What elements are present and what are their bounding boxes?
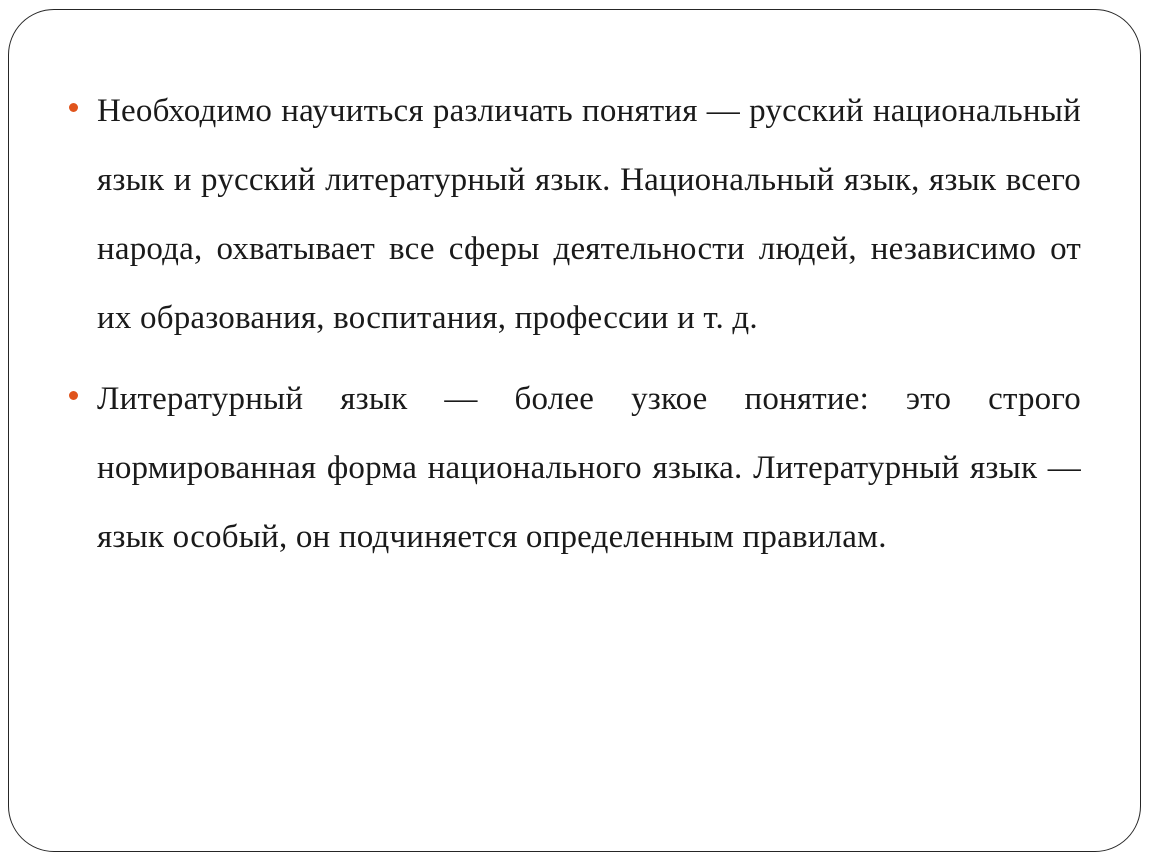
bullet-text: Литературный язык — более узкое понятие: это строго нормированная форма национального языка. Литературный язык — язык особый, он подчиняется определенным правилам. [97,381,1081,555]
bullet-dot-icon [69,103,78,112]
bullet-item-literary-language [97,365,1081,572]
bullet-text: Необходимо научиться различать понятия — русский национальный язык и русский литературный язык. Национальный язык, язык всего народа, охватывает все сферы деятельности людей, независимо от их образования, воспитания, профессии и т. д. [97,93,1081,336]
bullet-item-national-language [97,77,1081,353]
bullet-dot-icon [69,391,78,400]
slide-content [97,77,1081,584]
